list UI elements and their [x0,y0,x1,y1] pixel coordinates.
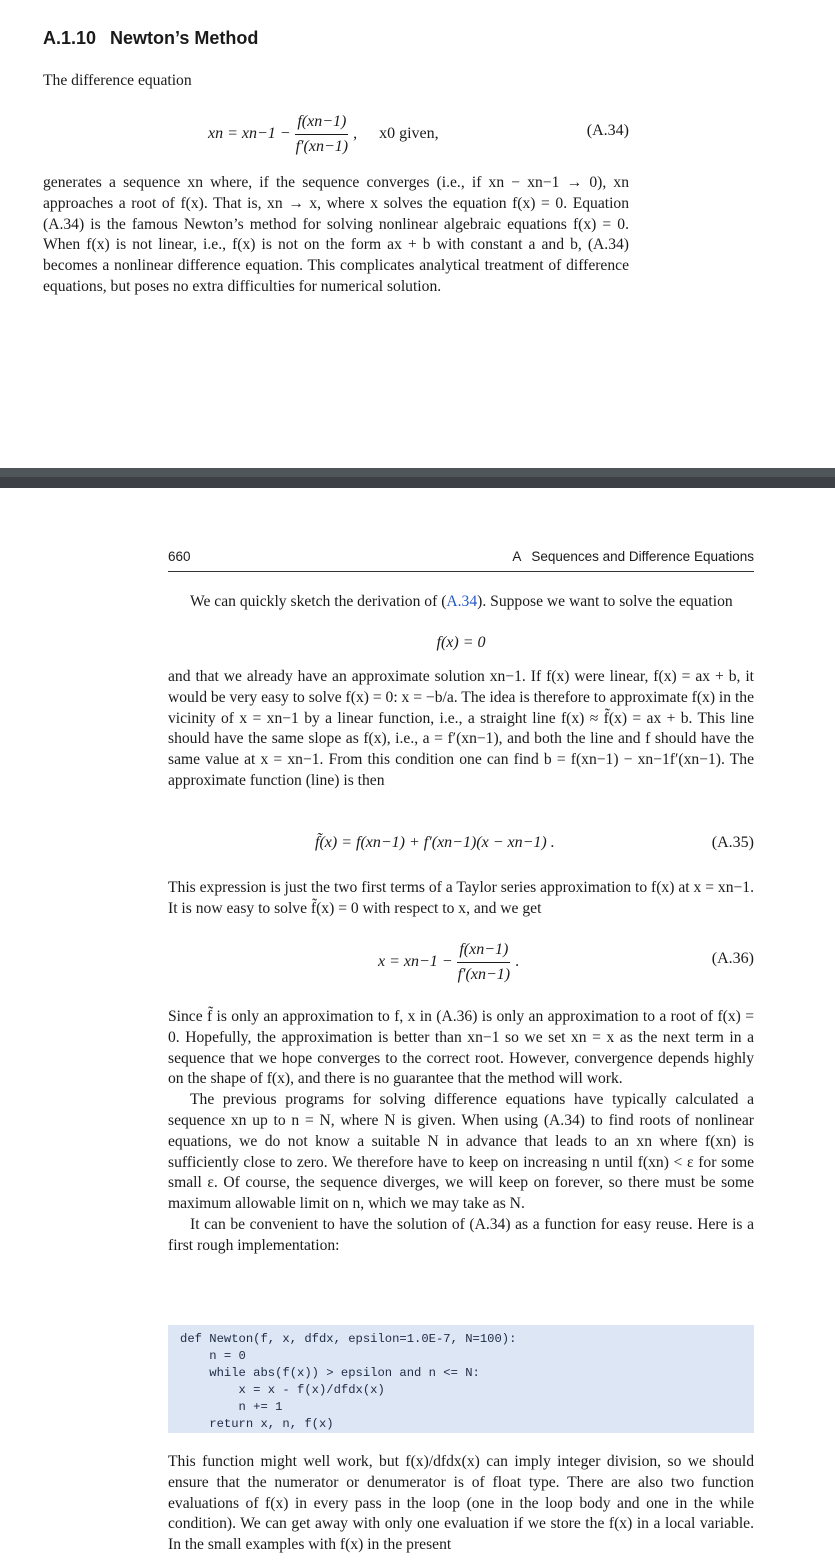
paragraph-group-convergence [168,1007,754,1257]
eq-a34-comma: , [353,125,358,142]
section-number: A.1.10 [43,28,97,48]
eq-a36-numerator: f(xn−1) [457,940,510,963]
equation-a34 [43,108,629,160]
equation-a36 [168,936,754,988]
running-head [168,549,754,572]
paragraph-function-notes: This function might well work, but f(x)/dfdx(x) can imply integer division, so we should ensure that the numerator or denumerator is of float type. There are also two function evaluations of f(x) in every pass in the loop (one in the loop body and one in the while condition). We can get away with only one evaluation if we store the f(x) in a local variable. In the small examples with f(x) in the present [168,1453,754,1554]
eq-a36-label: (A.36) [711,950,754,967]
running-title [512,549,754,564]
running-title-text: Sequences and Difference Equations [531,549,754,564]
eq-a34-fraction [294,112,351,157]
eq-a34-denominator: f′(xn−1) [295,137,349,155]
eq-a34-label: (A.34) [586,122,629,139]
page-separator-stripe [0,468,835,477]
para1-text-b: ). Suppose we want to solve the equation [477,593,733,610]
top-body-text: generates a sequence xn where, if the sequence converges (i.e., if xn − xn−1 → 0), xn approaches a root of f(x). That is, xn → x, where x solves the equation f(x) = 0. Equation (A.34) is the famous Newton’s method for solving nonlinear algebraic equations f(x) = 0. When f(x) is not linear, i.e., f(x) is not on the form ax + b with constant a and b, (A.34) becomes a nonlinear difference equation. This complicates analytical treatment of difference equations, but poses no extra difficulties for numerical solution. [43,174,629,295]
eq-a36-dot: . [515,953,520,970]
running-title-appendix: A [512,549,522,564]
equation-f-equals-zero: f(x) = 0 [436,634,486,651]
paragraph-derivation-intro [168,592,754,613]
page-separator [0,468,835,488]
paragraph-previous-programs: The previous programs for solving difference equations have typically calculated a sequence xn up to n = N, where N is given. When using (A.34) to find roots of nonlinear equations, we do not know a suitable N in advance that leads to an xn where f(xn) is sufficiently close to zero. We therefore have to keep on increasing n until f(xn) < ε for some small ε. Of course, the sequence diverges, we will keep on forever, so there must be some maximum allowable limit on n, which we may take as N. [168,1091,754,1213]
eq-a36-fraction [456,940,513,985]
code-block [168,1325,754,1433]
eq-a35-label: (A.35) [711,834,754,851]
page-number: 660 [168,549,191,564]
eq-a35-text: f̃(x) = f(xn−1) + f′(xn−1)(x − xn−1) . [315,834,555,851]
eq-a34-lhs: xn = xn−1 − [208,125,291,142]
equation-a35 [168,834,754,858]
section-heading [43,28,258,49]
paragraph-implementation-intro: It can be convenient to have the solution of (A.34) as a function for easy reuse. Here is a first rough implementation: [168,1215,754,1254]
paragraph-linear-approx: and that we already have an approximate solution xn−1. If f(x) were linear, f(x) = ax + b, it would be very easy to solve f(x) = 0: x = −b/a. The idea is therefore to approximate f(x) in the vicinity of x = xn−1 by a linear function, i.e., a straight line f(x) ≈ f̃(x) = ax + b. This line should have the same slope as f(x), i.e., a = f′(xn−1), and both the line and f should have the same value at x = xn−1. From this condition one can find b = f(xn−1) − xn−1f′(xn−1). The approximate function (line) is then [168,668,754,789]
paragraph-taylor: This expression is just the two first terms of a Taylor series approximation to f(x) at x = xn−1. It is now easy to solve f̃(x) = 0 with respect to x, and we get [168,879,754,917]
eq-a34-given: x0 given, [379,125,439,142]
code-listing-newton: def Newton(f, x, dfdx, epsilon=1.0E-7, N=100): n = 0 while abs(f(x)) > epsilon and n <= N: x = x - f(x)/dfdx(x) n += 1 return x, n, f(x) [180,1332,517,1431]
para1-text-a: We can quickly sketch the derivation of ( [190,593,447,610]
section-title: Newton’s Method [110,28,259,48]
eq-a36-lhs: x = xn−1 − [378,953,453,970]
paragraph-approximation: Since f̃ is only an approximation to f, x in (A.36) is only an approximation to a root of f(x) = 0. Hopefully, the approximation is better than xn−1 so we set xn = x as the next term in a sequence that we hope converges to the correct root. However, convergence depends highly on the shape of f(x), and there is no guarantee that the method will work. [168,1008,754,1088]
eq-a34-numerator: f(xn−1) [295,112,348,135]
top-page [0,0,835,468]
ref-link-a34[interactable]: A.34 [446,593,478,610]
bottom-page [0,488,835,1565]
eq-a36-denominator: f′(xn−1) [457,965,511,983]
intro-text: The difference equation [43,72,192,89]
